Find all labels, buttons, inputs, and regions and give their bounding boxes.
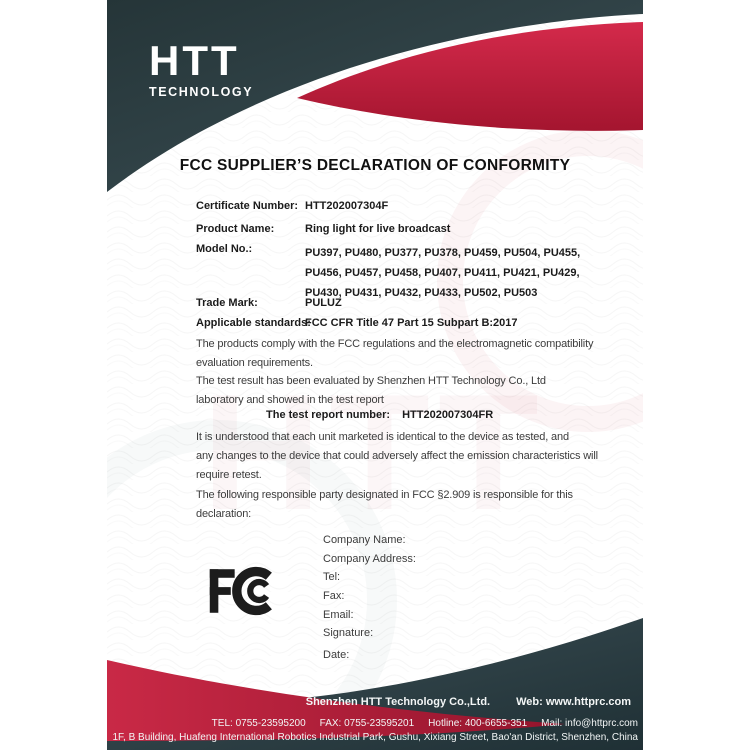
- test-report-number-label: The test report number:: [266, 409, 391, 421]
- product-name-label: Product Name:: [196, 223, 275, 235]
- trade-mark-label: Trade Mark:: [196, 297, 258, 309]
- trade-mark-value: PULUZ: [305, 297, 342, 309]
- footer-mail: Mail: info@httprc.com: [541, 718, 638, 729]
- footer-hotline: Hotline: 400-6655-351: [428, 718, 528, 729]
- paragraph-line: It is understood that each unit marketed is identical to the device as tested, and: [196, 431, 569, 443]
- paragraph-line: laboratory and showed in the test report: [196, 393, 384, 406]
- model-no-value: [305, 243, 580, 303]
- email-field: Email:: [323, 608, 354, 621]
- paragraph-line: The following responsible party designated in FCC §2.909 is responsible for this: [196, 489, 573, 501]
- date-field: Date:: [323, 649, 350, 662]
- model-no-line: PU397, PU480, PU377, PU378, PU459, PU504, PU455,: [305, 247, 581, 259]
- footer-address-line: 1F, B Building, Huafeng International Robotics Industrial Park, Gushu, Xixiang Street, Bao'an District, Shenzhen, China: [112, 732, 638, 743]
- footer-company-line: [306, 696, 631, 708]
- paragraph-line: require retest.: [196, 468, 262, 481]
- paragraph-line: evaluation requirements.: [196, 356, 313, 369]
- certificate-title: FCC SUPPLIER’S DECLARATION OF CONFORMITY: [179, 157, 571, 174]
- responsible-party-paragraph: [196, 486, 573, 524]
- footer-company: Shenzhen HTT Technology Co.,Ltd.: [305, 696, 491, 708]
- model-no-label: Model No.:: [196, 243, 253, 255]
- certificate-number-label: Certificate Number:: [196, 200, 299, 212]
- evaluation-paragraph: [196, 372, 546, 410]
- htt-logo-tagline: TECHNOLOGY: [149, 85, 254, 99]
- htt-logo: [149, 37, 254, 99]
- footer-tel: TEL: 0755-23595200: [211, 718, 306, 729]
- model-no-line: PU430, PU431, PU432, PU433, PU502, PU503: [305, 287, 538, 299]
- identical-paragraph: [196, 428, 598, 484]
- certificate-number-value: HTT202007304F: [305, 200, 389, 212]
- signature-field: Signature:: [323, 627, 374, 640]
- company-address-field: Company Address:: [323, 552, 416, 565]
- paragraph-line: any changes to the device that could adversely affect the emission characteristics will: [196, 449, 598, 462]
- paragraph-line: The test result has been evaluated by Shenzhen HTT Technology Co., Ltd: [196, 375, 546, 387]
- paragraph-line: declaration:: [196, 507, 252, 520]
- fax-field: Fax:: [323, 590, 345, 603]
- applicable-standards-label: Applicable standards:: [196, 317, 311, 329]
- footer-web: Web: www.httprc.com: [516, 696, 631, 708]
- paragraph-line: The products comply with the FCC regulations and the electromagnetic compatibility: [196, 338, 594, 350]
- applicable-standards-value: FCC CFR Title 47 Part 15 Subpart B:2017: [305, 317, 518, 329]
- footer-fax: FAX: 0755-23595201: [319, 718, 415, 729]
- model-no-line: PU456, PU457, PU458, PU407, PU411, PU421, PU429,: [305, 267, 580, 279]
- compliance-paragraph: [196, 335, 593, 373]
- test-report-number-value: HTT202007304FR: [402, 409, 494, 421]
- test-report-number-line: [266, 409, 493, 421]
- company-name-field: Company Name:: [323, 534, 406, 546]
- footer-contact-line: [212, 718, 638, 729]
- header-ribbon-graphic: [107, 0, 643, 200]
- htt-logo-name: HTT: [149, 37, 240, 84]
- product-name-value: Ring light for live broadcast: [305, 223, 451, 235]
- tel-field: Tel:: [323, 571, 341, 584]
- certificate-page: [107, 0, 643, 750]
